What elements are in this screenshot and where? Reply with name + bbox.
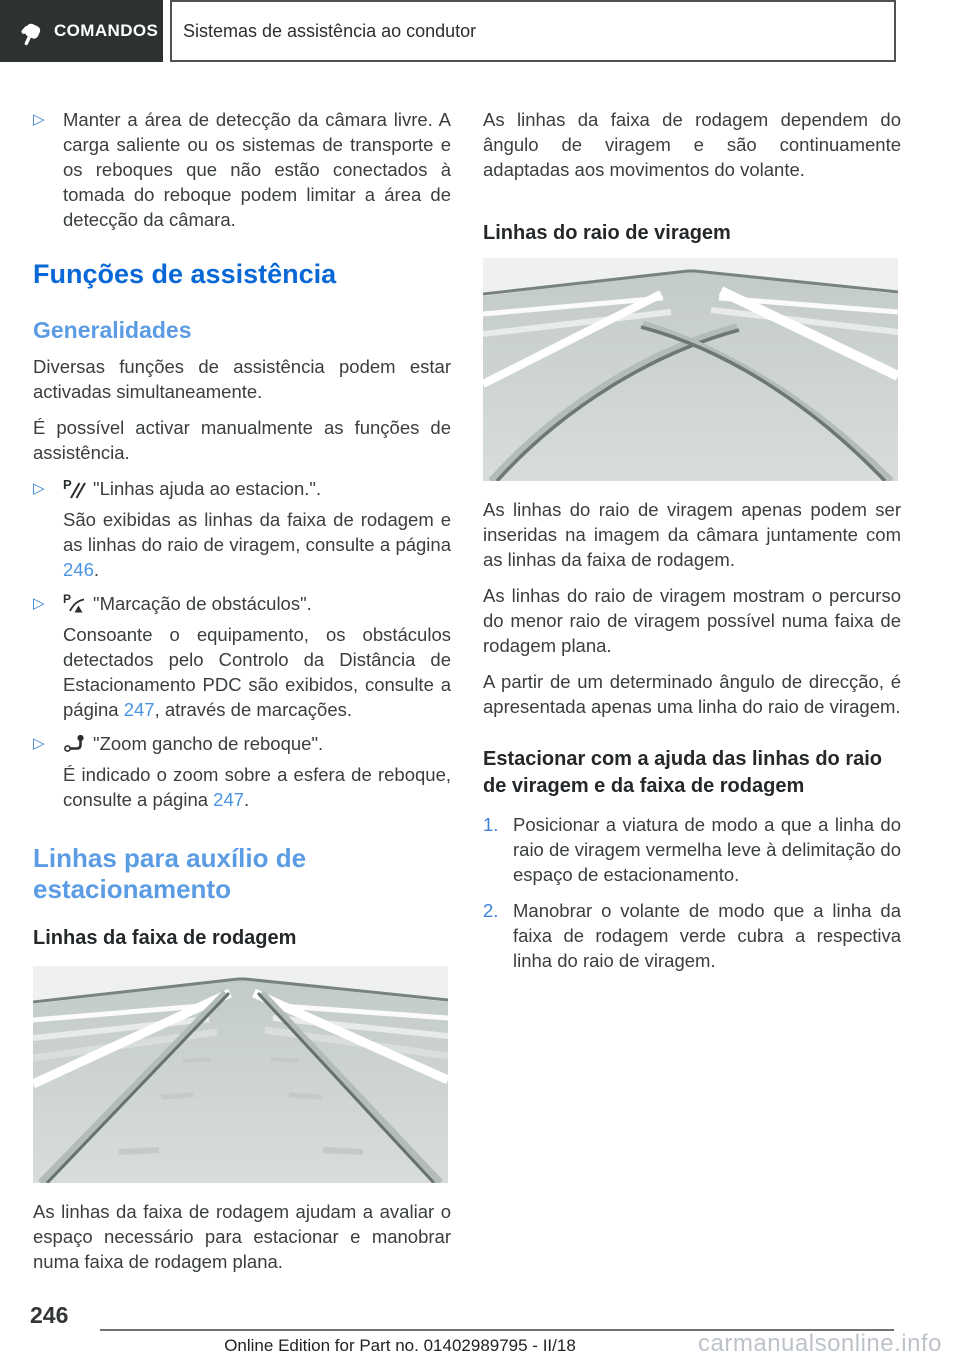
chapter-tab — [0, 0, 163, 62]
page-number: 246 — [30, 1302, 69, 1328]
triangle-bullet-icon: ▷ — [33, 111, 45, 128]
function-bullet-row — [33, 591, 451, 620]
paragraph: É possível activar manualmente as funções de assistência. — [33, 417, 451, 463]
paragraph: A partir de um determinado ângulo de direcção, é apresentada apenas uma linha do raio de viragem. — [483, 671, 901, 717]
camera-note-item — [33, 107, 451, 232]
description-text: . — [93, 559, 100, 580]
pointing-hand-icon — [15, 12, 50, 50]
page-reference-link[interactable]: 247 — [123, 699, 155, 720]
step-number: 2. — [483, 900, 499, 921]
step-text: Posicionar a viatura de modo a que a linha do raio de viragem vermelha leve à delimitação do espaço de estacionamento. — [513, 814, 901, 885]
page-reference-link[interactable]: 247 — [213, 789, 245, 810]
svg-text:P: P — [63, 478, 72, 492]
description-text: . — [244, 789, 250, 810]
page-title-box — [170, 0, 896, 62]
triangle-bullet-icon: ▷ — [33, 735, 45, 752]
camera-note-text: Manter a área de detecção da câmara livre. A carga saliente ou os sistemas de transporte e os reboques que não estão conectados à tomada do reboque podem limitar a área de detecção da câmara. — [63, 109, 451, 230]
function-label: "Linhas ajuda ao estacion.". — [93, 478, 322, 499]
function-bullet-row — [33, 731, 451, 760]
sub-heading-lane-lines: Linhas da faixa de rodagem — [33, 927, 297, 949]
sub-heading-turning-radius: Linhas do raio de viragem — [483, 222, 731, 244]
paragraph: As linhas da faixa de rodagem dependem do ângulo de viragem e são continuamente adaptadas aos movimentos do volante. — [483, 109, 901, 180]
chapter-label: COMANDOS — [54, 21, 159, 40]
left-column — [33, 107, 451, 1285]
subsection-title-generalidades: Generalidades — [33, 317, 192, 343]
subsection-title-parking-lines: Linhas para auxílio de estacionamento — [33, 843, 307, 904]
description-text: São exibidas as linhas da faixa de rodagem e as linhas do raio de viragem, consulte a página — [63, 509, 451, 555]
step-number: 1. — [483, 814, 499, 835]
camera-image-lane-lines — [33, 966, 448, 1183]
triangle-bullet-icon: ▷ — [33, 595, 45, 612]
function-description — [63, 762, 451, 812]
paragraph: As linhas do raio de viragem mostram o percurso do menor raio de viragem possível numa faixa de rodagem plana. — [483, 585, 901, 656]
step-item — [483, 898, 901, 973]
section-title: Funções de assistência — [33, 259, 337, 289]
paragraph: As linhas da faixa de rodagem ajudam a avaliar o espaço necessário para estacionar e manobrar numa faixa de rodagem plana. — [33, 1201, 451, 1272]
paragraph: Diversas funções de assistência podem estar activadas simultaneamente. — [33, 356, 451, 402]
function-description — [63, 622, 451, 722]
svg-text:P: P — [63, 593, 72, 606]
camera-image-turning-radius-lines — [483, 258, 898, 481]
watermark-text: carmanualsonline.info — [698, 1330, 942, 1357]
paragraph: As linhas do raio de viragem apenas podem ser inseridas na imagem da câmara juntamente com as linhas da faixa de rodagem. — [483, 499, 901, 570]
obstacle-marking-icon — [63, 591, 93, 620]
description-text: , através de marcações. — [154, 699, 352, 720]
triangle-bullet-icon: ▷ — [33, 480, 45, 497]
description-text: Consoante o equipamento, os obstáculos detectados pelo Controlo da Distância de Estacionamento PDC são exibidos, consulte a página — [63, 624, 451, 720]
step-item — [483, 812, 901, 887]
sub-heading-park-with-lines: Estacionar com a ajuda das linhas do raio de viragem e da faixa de rodagem — [483, 748, 883, 797]
function-label: "Zoom gancho de reboque". — [93, 733, 324, 754]
function-label: "Marcação de obstáculos". — [93, 593, 312, 614]
step-text: Manobrar o volante de modo que a linha da faixa de rodagem verde cubra a respectiva linha do raio de viragem. — [513, 900, 901, 971]
function-bullet-row — [33, 476, 451, 505]
parking-lines-icon — [63, 476, 93, 505]
description-text: É indicado o zoom sobre a esfera de reboque, consulte a página — [63, 764, 451, 810]
page-title: Sistemas de assistência ao condutor — [183, 20, 477, 41]
right-column — [483, 107, 901, 984]
tow-hook-zoom-icon — [63, 731, 93, 760]
edition-note: Online Edition for Part no. 01402989795 - II/18 — [224, 1336, 576, 1355]
page-reference-link[interactable]: 246 — [63, 559, 94, 580]
function-description — [63, 507, 451, 582]
